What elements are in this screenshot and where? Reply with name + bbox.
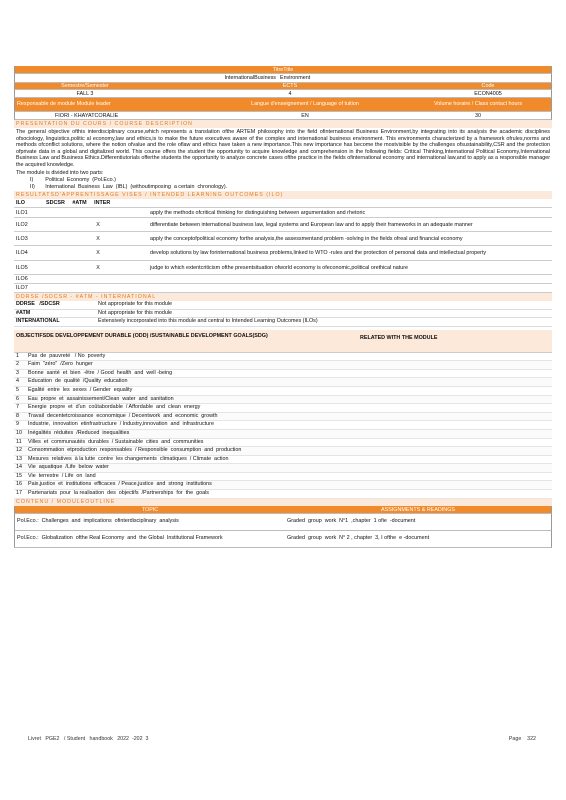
sdg-item [14,396,552,405]
sdg-item [14,490,552,499]
sdg-item [14,447,552,456]
sdg-text: Education de qualité /Quality education [28,378,128,385]
sdg-number: 9 [16,421,19,428]
dd-text: Extensively incorporated into this module and central to Intended Learning Outcomes (ILOs) [98,318,318,325]
ilo-row [14,284,552,293]
sdg-item [14,404,552,413]
semester-header-row: Semestre/Semester ECTS Code [14,83,552,90]
ilo-text: apply the methods ofcritical thinking for distinguishing between argumentation and rhetoric [150,209,366,216]
dd-row [14,301,552,309]
sdg-number: 12 [16,447,22,454]
dd-text: Not appropriate for this module [98,301,173,308]
sdg-number: 17 [16,490,22,497]
sdg-number: 15 [16,472,22,479]
ilo-header-row: ILO SDCSR #ATM INTER [14,199,552,208]
ilo-id: ILO1 [16,209,28,216]
sdg-text: Mesures relatives à la lutte contre les changements climatiques / Climate action [28,455,229,462]
sdg-item [14,361,552,370]
ilo-text: develop solutions by law forinternational business problems,linked to WTO -rules and the protection of personal data and intellectual property [150,250,487,257]
footer-page-number: Page 322 [508,736,536,742]
responsable-header-row: Responsable de module Module leader Langue d'enseignement / Language of tuition Volume horaire / Class contact hours [14,98,552,112]
content-assignment: Graded group work N° 2 , chapter 3, I ofthe e -document [287,535,430,542]
sdg-number: 5 [16,386,19,393]
sdg-number: 7 [16,404,19,411]
sdg-text: Pas de pauvreté / No poverty [28,352,106,359]
sdg-text: Consommation etproduction responsables / Responsible consumption and production [28,447,242,454]
syllabus-sheet [14,66,552,548]
sdg-text: Partenariats pour la realisation des objectifs /Partnerships for the goals [28,490,209,497]
dd-row [14,318,552,326]
footer-left: Livret PGE2 / Student handbook 2022 -202 3 [28,736,149,742]
sdg-item [14,413,552,422]
module-divided: The module is divided into two parts: [16,169,104,176]
sdg-text: Vie terrestre / Life on land [28,472,96,479]
semester-value-row: FALL 3 4 ECON4005 [14,90,552,98]
sdg-text: Bonne santé et bien -être / Good health and well -being [28,369,173,376]
dd-list [14,301,552,326]
sdg-item [14,473,552,482]
sdg-item [14,481,552,490]
ilo-text: judge to which extentcriticism ofthe presentsituation ofworld economy is ofeconomic,political orethical nature [150,264,408,271]
ilo-id: ILO5 [16,264,28,271]
ilo-title: RESULTATSD'APPRENTISSAGE VISES / INTENDED LEARNING OUTCOMES (ILO) [14,191,552,199]
sdg-item [14,387,552,396]
ilo-id: ILO2 [16,221,28,228]
sdg-list [14,353,552,499]
content-topic: Pol.Eco.: Globalization ofthe Real Economy and the Global Institutional Framework [17,535,223,542]
dd-text: Not appropriate for this module [98,309,173,316]
ilo-list [14,208,552,293]
ilo-id: ILO3 [16,235,28,242]
sdg-text: Villes et communautés durables / Sustainable cities and communities [28,438,204,445]
sdg-text: Egalité entre les sexes / Gender equality [28,386,133,393]
sdg-item [14,353,552,362]
sdg-text: Energie propre et d'un coûtabordable / Affordable and clean energy [28,404,201,411]
sdg-number: 14 [16,464,22,471]
sdg-number: 11 [16,438,22,445]
page-footer [28,736,536,742]
sdg-text: Industrie, innovation etinfrastructure / Industry,innovation and infrastructure [28,421,214,428]
sdg-number: 4 [16,378,19,385]
ilo-text: differentiate between international business law, legal systems and European law and to apply their frameworks in an adequate manner [150,221,473,228]
presentation-paragraph: The general objective ofthis interdisciplinary course,which represents a translation ofthe ARTEM philosophy into the field ofinternational Business Environment,by integrating into its analysis the academic disciplines ofsociology, linguistics,politic al economy,law and ethics,is to make the future executives aware of the complex and international business environment. This environments characterized by a framework ofrules,norms and methods ofconflict solutions, where the notion ofvalue and the role oflaw and ethics have taken a new importance.This new importance has become the mostvisible by the challenges ofsustainability,CSR and the protection ofprivate data in a global and digitalized world. This course offers the student the opportunity to acquire knowledge and comprehension in the following fields: Critical Thinking,International Political Economy,International Business Law and Business Ethics.Differentiutorials offerthe students the opportunity to analyze concrete cases ofthe practice in the fields ofinternational economy and international law,and to apply as a responsible manager the acquired knowledge. [16,129,550,168]
content-list [14,514,552,548]
sdg-text: Faim "zéro" /Zero hunger [28,361,93,368]
dd-label: #ATM [16,309,31,316]
sdg-number: 6 [16,395,19,402]
sdg-item [14,439,552,448]
sdg-header: OBJECTIFSDE DEVELOPPEMENT DURABLE (ODD) /SUSTAINABLE DEVELOPMENT GOALS(SDG) RELATED WITH THE MODULE [14,330,552,353]
sdg-item [14,464,552,473]
ilo-row [14,261,552,275]
ilo-mark: X [96,264,100,271]
sdg-number: 3 [16,369,19,376]
sdg-item [14,421,552,430]
ilo-row [14,246,552,261]
ilo-row [14,275,552,284]
program-row: InternationalBusiness Environment [14,74,552,83]
sdg-text: Inégalités réduites /Reduced inequalities [28,429,130,436]
ilo-id: ILO6 [16,276,28,283]
ilo-mark: X [96,250,100,257]
content-row [14,531,552,548]
sdg-text: Eau propre et assainissement/Clean water and sanitation [28,395,174,402]
ilo-row [14,208,552,218]
sdg-number: 10 [16,429,22,436]
content-assignment: Graded group work N°1 ,chapter 1 ofie -document [287,518,416,525]
dd-label: DDRSE /SDCSR [16,301,60,308]
sdg-item [14,370,552,379]
presentation-title: PRESENTATION DU COURS / COURSE DESCRIPTION [14,120,552,128]
ilo-id: ILO7 [16,285,28,292]
module-part-2: II) International Business Law (IBL) (withoutimposing a certain chronology). [30,183,228,190]
dd-label: INTERNATIONAL [16,318,60,325]
dd-title: DDRSE /SDCSR - #ATM - INTERNATIONAL [14,293,552,301]
sdg-item [14,456,552,465]
sdg-text: Travail decentetcroissance economique / Decentwork and economic growth [28,412,218,419]
sdg-number: 13 [16,455,22,462]
sdg-number: 2 [16,361,19,368]
ilo-id: ILO4 [16,250,28,257]
title-row: TitreTitle [14,66,552,74]
content-row [14,514,552,531]
ilo-row [14,218,552,232]
sdg-text: Paix,justice et institutions efficaces / Peace,justice and strong institutions [28,481,212,488]
sdg-item [14,430,552,439]
ilo-row [14,232,552,246]
sdg-item [14,378,552,387]
ilo-mark: X [96,221,100,228]
ilo-text: apply the conceptofpolitical economy forthe analysis,the assessmentand problem -solving in the fields ofreal and financial economy [150,235,463,242]
content-topic: Pol.Eco.: Challenges and implications ofinterdisciplinary analysis [17,518,179,525]
module-part-1: I) Political Economy (Pol.Eco.) [30,177,116,184]
sdg-number: 1 [16,352,19,359]
content-title: CONTENU / MODULEOUTLINE [14,499,552,506]
sdg-number: 16 [16,481,22,488]
dd-row [14,310,552,318]
sdg-number: 8 [16,412,19,419]
content-header-row: TOPIC ASSIGNMENTS & READINGS [14,506,552,514]
responsable-value-row: FIORI - KHAYATCORALIE EN 30 [14,112,552,120]
sdg-text: Vie aquatique /Life below water [28,464,109,471]
ilo-mark: X [96,235,100,242]
